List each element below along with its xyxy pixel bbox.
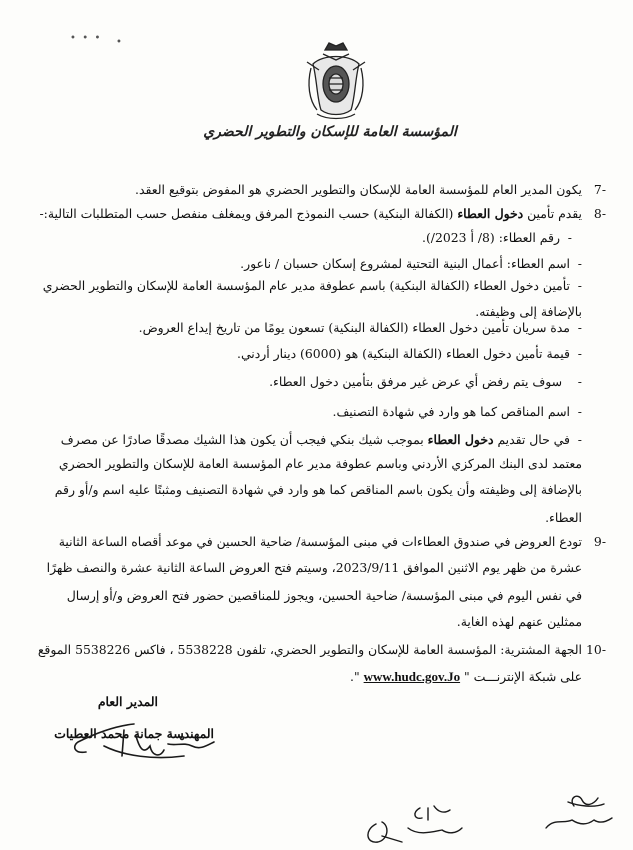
item-9-line-1: تودع العروض في صندوق العطاءات في مبنى المؤسسة/ ضاحية الحسين في موعد أقصاه الساعة الثانية — [58, 534, 582, 549]
organization-name: المؤسسة العامة للإسكان والتطوير الحضري — [203, 124, 457, 140]
item-number: -8 — [593, 206, 606, 221]
bullet-cheque-line-3: بالإضافة إلى وظيفته وأن يكون باسم المناقص كما هو وارد في شهادة التصنيف ومثبتًا عليه اسم و/أو رقم — [54, 482, 582, 497]
handwritten-signature-icon — [64, 716, 224, 768]
bullet-cheque-line-4: العطاء. — [545, 510, 582, 525]
coat-of-arms-icon — [303, 40, 369, 122]
item-number: -10 — [586, 642, 606, 657]
bullet-rejection: - سوف يتم رفض أي عرض غير مرفق بتأمين دخول العطاء. — [269, 374, 582, 389]
bullet-cheque-line-2: معتمد لدى البنك المركزي الأردني وباسم عطوفة مدير عام المؤسسة العامة للإسكان والتطوير الحضري — [58, 456, 582, 471]
item-9-line-4: ممثلين عنهم لهذه الغاية. — [456, 614, 582, 629]
signature-title: المدير العام — [97, 694, 158, 709]
item-7-text: يكون المدير العام للمؤسسة العامة للإسكان والتطوير الحضري هو المفوض بتوقيع العقد. — [135, 182, 582, 197]
bullet-bidder-name: - اسم المناقص كما هو وارد في شهادة التصنيف. — [332, 404, 582, 419]
bullet-guarantee-name: - تأمين دخول العطاء (الكفالة البنكية) باسم عطوفة مدير عام المؤسسة العامة للإسكان والتطوير الحضري — [42, 278, 582, 293]
item-9-line-3: في نفس اليوم في مبنى المؤسسة/ ضاحية الحسين، ويجوز للمناقصين حضور فتح العروض و/أو إرسال — [66, 588, 582, 603]
bullet-guarantee-name-cont: بالإضافة إلى وظيفته. — [475, 304, 582, 319]
initials-signature-icon — [362, 800, 472, 846]
bullet-value: - قيمة تأمين دخول العطاء (الكفالة البنكية) هو (6000) دينار أردني. — [237, 346, 582, 361]
item-9-line-2: عشرة من ظهر يوم الاثنين الموافق 2023/9/11، وسيتم فتح العروض الساعة الثانية عشرة والنصف ظهرًا — [46, 560, 582, 575]
scan-speck: • • • — [70, 33, 101, 44]
item-10-line-2: على شبكة الإنترنـــت " www.hudc.gov.Jo ". — [350, 669, 582, 684]
item-number: -9 — [593, 534, 606, 549]
bullet-tender-name: - اسم العطاء: أعمال البنية التحتية لمشروع إسكان حسبان / ناعور. — [240, 256, 582, 271]
item-10-line-1: الجهة المشترية: المؤسسة العامة للإسكان والتطوير الحضري، تلفون 5538228 ، فاكس 5538226 الموقع — [37, 642, 582, 657]
bullet-validity: - مدة سريان تأمين دخول العطاء (الكفالة البنكية) تسعون يومًا من تاريخ إيداع العروض. — [138, 320, 582, 335]
item-number: -7 — [593, 182, 606, 197]
website-link[interactable]: www.hudc.gov.Jo — [363, 669, 461, 684]
bullet-tender-number: - رقم العطاء: (8/ أ 2023/). — [422, 230, 572, 245]
bullet-cheque: - في حال تقديم دخول العطاء بموجب شيك بنكي فيجب أن يكون هذا الشيك مصدقًا صادرًا عن مصرف — [60, 432, 582, 447]
initials-signature-icon — [538, 788, 618, 836]
item-8-text: يقدم تأمين دخول العطاء (الكفالة البنكية) حسب النموذج المرفق ويمغلف منفصل حسب المتطلبات التالية:- — [39, 206, 582, 221]
signature-name: المهندسة جمانة محمد العطيات — [54, 726, 214, 741]
scan-speck: • — [116, 37, 122, 48]
